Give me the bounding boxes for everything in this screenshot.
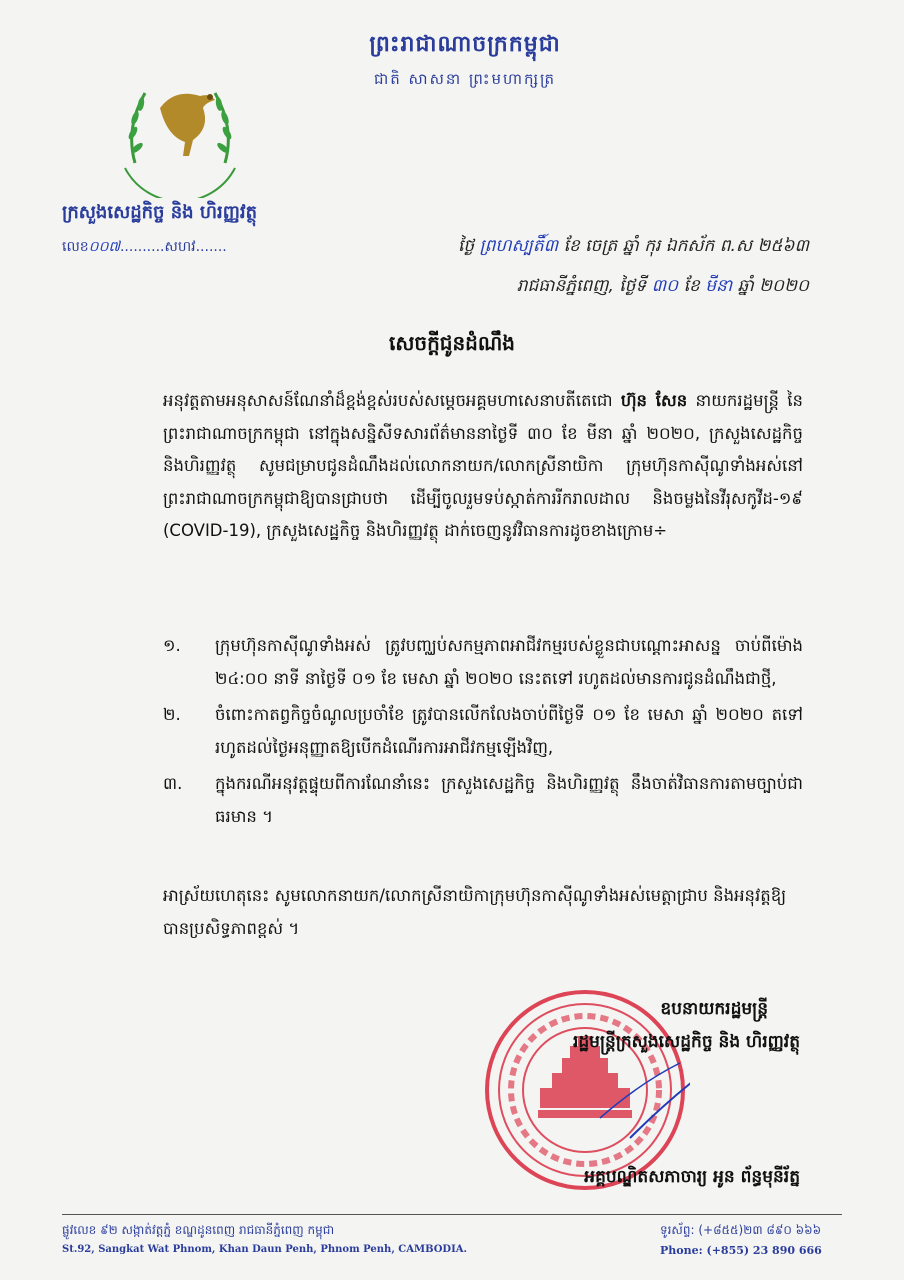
list-item: ៣. ក្នុងករណីអនុវត្តផ្ទុយពីការណែនាំនេះ ក្រសួងសេដ្ឋកិច្ច និងហិរញ្ញវត្ថុ នឹងចាត់វិធានការតាមច្បាប់ជាធរមាន ។ (163, 774, 803, 826)
list-item: ១. ក្រុមហ៊ុនកាស៊ីណូទាំងអស់ ត្រូវបញ្ឈប់សកម្មភាពអាជីវកម្មរបស់ខ្លួនជាបណ្តោះអាសន្ន ចាប់ពីម៉ោង ២៤:០០ នាទី នាថ្ងៃទី ០១ ខែ មេសា ឆ្នាំ ២០២០ នេះតទៅ រហូតដល់មានការជូនដំណឹងជាថ្មី, (163, 636, 803, 688)
measures-list (163, 630, 803, 837)
prime-minister-name: ហ៊ុន សែន (620, 391, 688, 410)
footer-address (62, 1222, 467, 1255)
ministry-block (62, 200, 292, 258)
closing-paragraph: អាស្រ័យហេតុនេះ សូមលោកនាយក/លោកស្រីនាយិកាក្រុមហ៊ុនកាស៊ីណូទាំងអស់មេត្តាជ្រាប និងអនុវត្តឱ្យបានប្រសិទ្ធភាពខ្ពស់ ។ (163, 886, 787, 938)
kingdom-name: ព្រះរាជាណាចក្រកម្ពុជា (369, 32, 561, 57)
address-khmer: ផ្លូវលេខ ៩២ សង្កាត់វត្តភ្នំ ខណ្ឌដូនពេញ រាជធានីភ្នំពេញ កម្ពុជា (62, 1223, 335, 1237)
ref-prefix: លេខ (62, 239, 89, 255)
ministry-logo-icon (105, 48, 255, 198)
phone-khmer: ទូរស័ព្ទ: (+៨៥៥)២៣ ៨៩០ ៦៦៦ (660, 1223, 822, 1237)
address-english: St.92, Sangkat Wat Phnom, Khan Daun Penh, Phnom Penh, CAMBODIA. (62, 1244, 468, 1255)
ref-suffix: ..........សហវ....... (119, 239, 227, 255)
list-item: ២. ចំពោះកាតព្វកិច្ចចំណូលប្រចាំខែ ត្រូវបានលើកលែងចាប់ពីថ្ងៃទី ០១ ខែ មេសា ឆ្នាំ ២០២០ តទៅ រហូតដល់ថ្ងៃអនុញ្ញាតឱ្យបើកដំណើរការអាជីវកម្មឡើងវិញ, (163, 705, 803, 757)
phone-english: Phone: (+855) 23 890 666 (660, 1244, 822, 1257)
footer-divider (62, 1214, 842, 1215)
ministry-name: ក្រសួងសេដ្ឋកិច្ច និង ហិរញ្ញវត្ថុ (62, 202, 257, 223)
signature-block (470, 998, 800, 1191)
signer-title-minister: រដ្ឋមន្ត្រីក្រសួងសេដ្ឋកិច្ច និង ហិរញ្ញវត្ថុ (573, 1032, 800, 1052)
handwritten-weekday: ព្រហស្បតិ៍៣ (479, 236, 559, 256)
body-paragraph: អនុវត្តតាមអនុសាសន៍ណែនាំដ៏ខ្ពង់ខ្ពស់របស់សម្តេចអគ្គមហាសេនាបតីតេជោ ហ៊ុន សែន នាយករដ្ឋមន្ត្រី នៃព្រះរាជាណាចក្រកម្ពុជា នៅក្នុងសន្និសីទសារព័ត៌មាននាថ្ងៃទី ៣០ ខែ មីនា ឆ្នាំ ២០២០, ក្រសួងសេដ្ឋកិច្ច និងហិរញ្ញវត្ថុ សូមជម្រាបជូនដំណឹងដល់លោកនាយក/លោកស្រីនាយិកា ក្រុមហ៊ុនកាស៊ីណូទាំងអស់នៅព្រះរាជាណាចក្រកម្ពុជាឱ្យបានជ្រាបថា ដើម្បីចូលរួមទប់ស្កាត់ការរីករាលដាល និងចម្លងនៃវីរុសកូវីដ-១៩ (COVID-19), ក្រសួងសេដ្ឋកិច្ច និងហិរញ្ញវត្ថុ ដាក់ចេញនូវវិធានការដូចខាងក្រោម÷ (163, 391, 803, 540)
letter-date (458, 226, 809, 306)
document-title: សេចក្តីជូនដំណឹង (389, 331, 515, 355)
national-motto: ជាតិ សាសនា ព្រះមហាក្សត្រ (373, 70, 557, 88)
ref-number-handwritten: ០០៧ (88, 239, 120, 255)
handwritten-month: មីនា (705, 276, 733, 296)
signer-name: អគ្គបណ្ឌិតសភាចារ្យ អូន ព័ន្ធមុនីរ័ត្ន (584, 1167, 800, 1187)
handwritten-day: ៣០ (651, 276, 679, 296)
solar-date-line: រាជធានីភ្នំពេញ, ថ្ងៃទី ៣០ ខែ មីនា ឆ្នាំ ២០២០ (516, 276, 809, 296)
signer-title-deputy-pm: ឧបនាយករដ្ឋមន្ត្រី (660, 999, 768, 1019)
footer-phone (660, 1222, 822, 1257)
letterhead-kingdom (340, 30, 590, 92)
reference-number (62, 237, 292, 258)
lunar-date-line: ថ្ងៃ ព្រហស្បតិ៍៣ ខែ ចេត្រ ឆ្នាំ កុរ ឯកស័ក ព.ស ២៥៦៣ (457, 236, 809, 256)
